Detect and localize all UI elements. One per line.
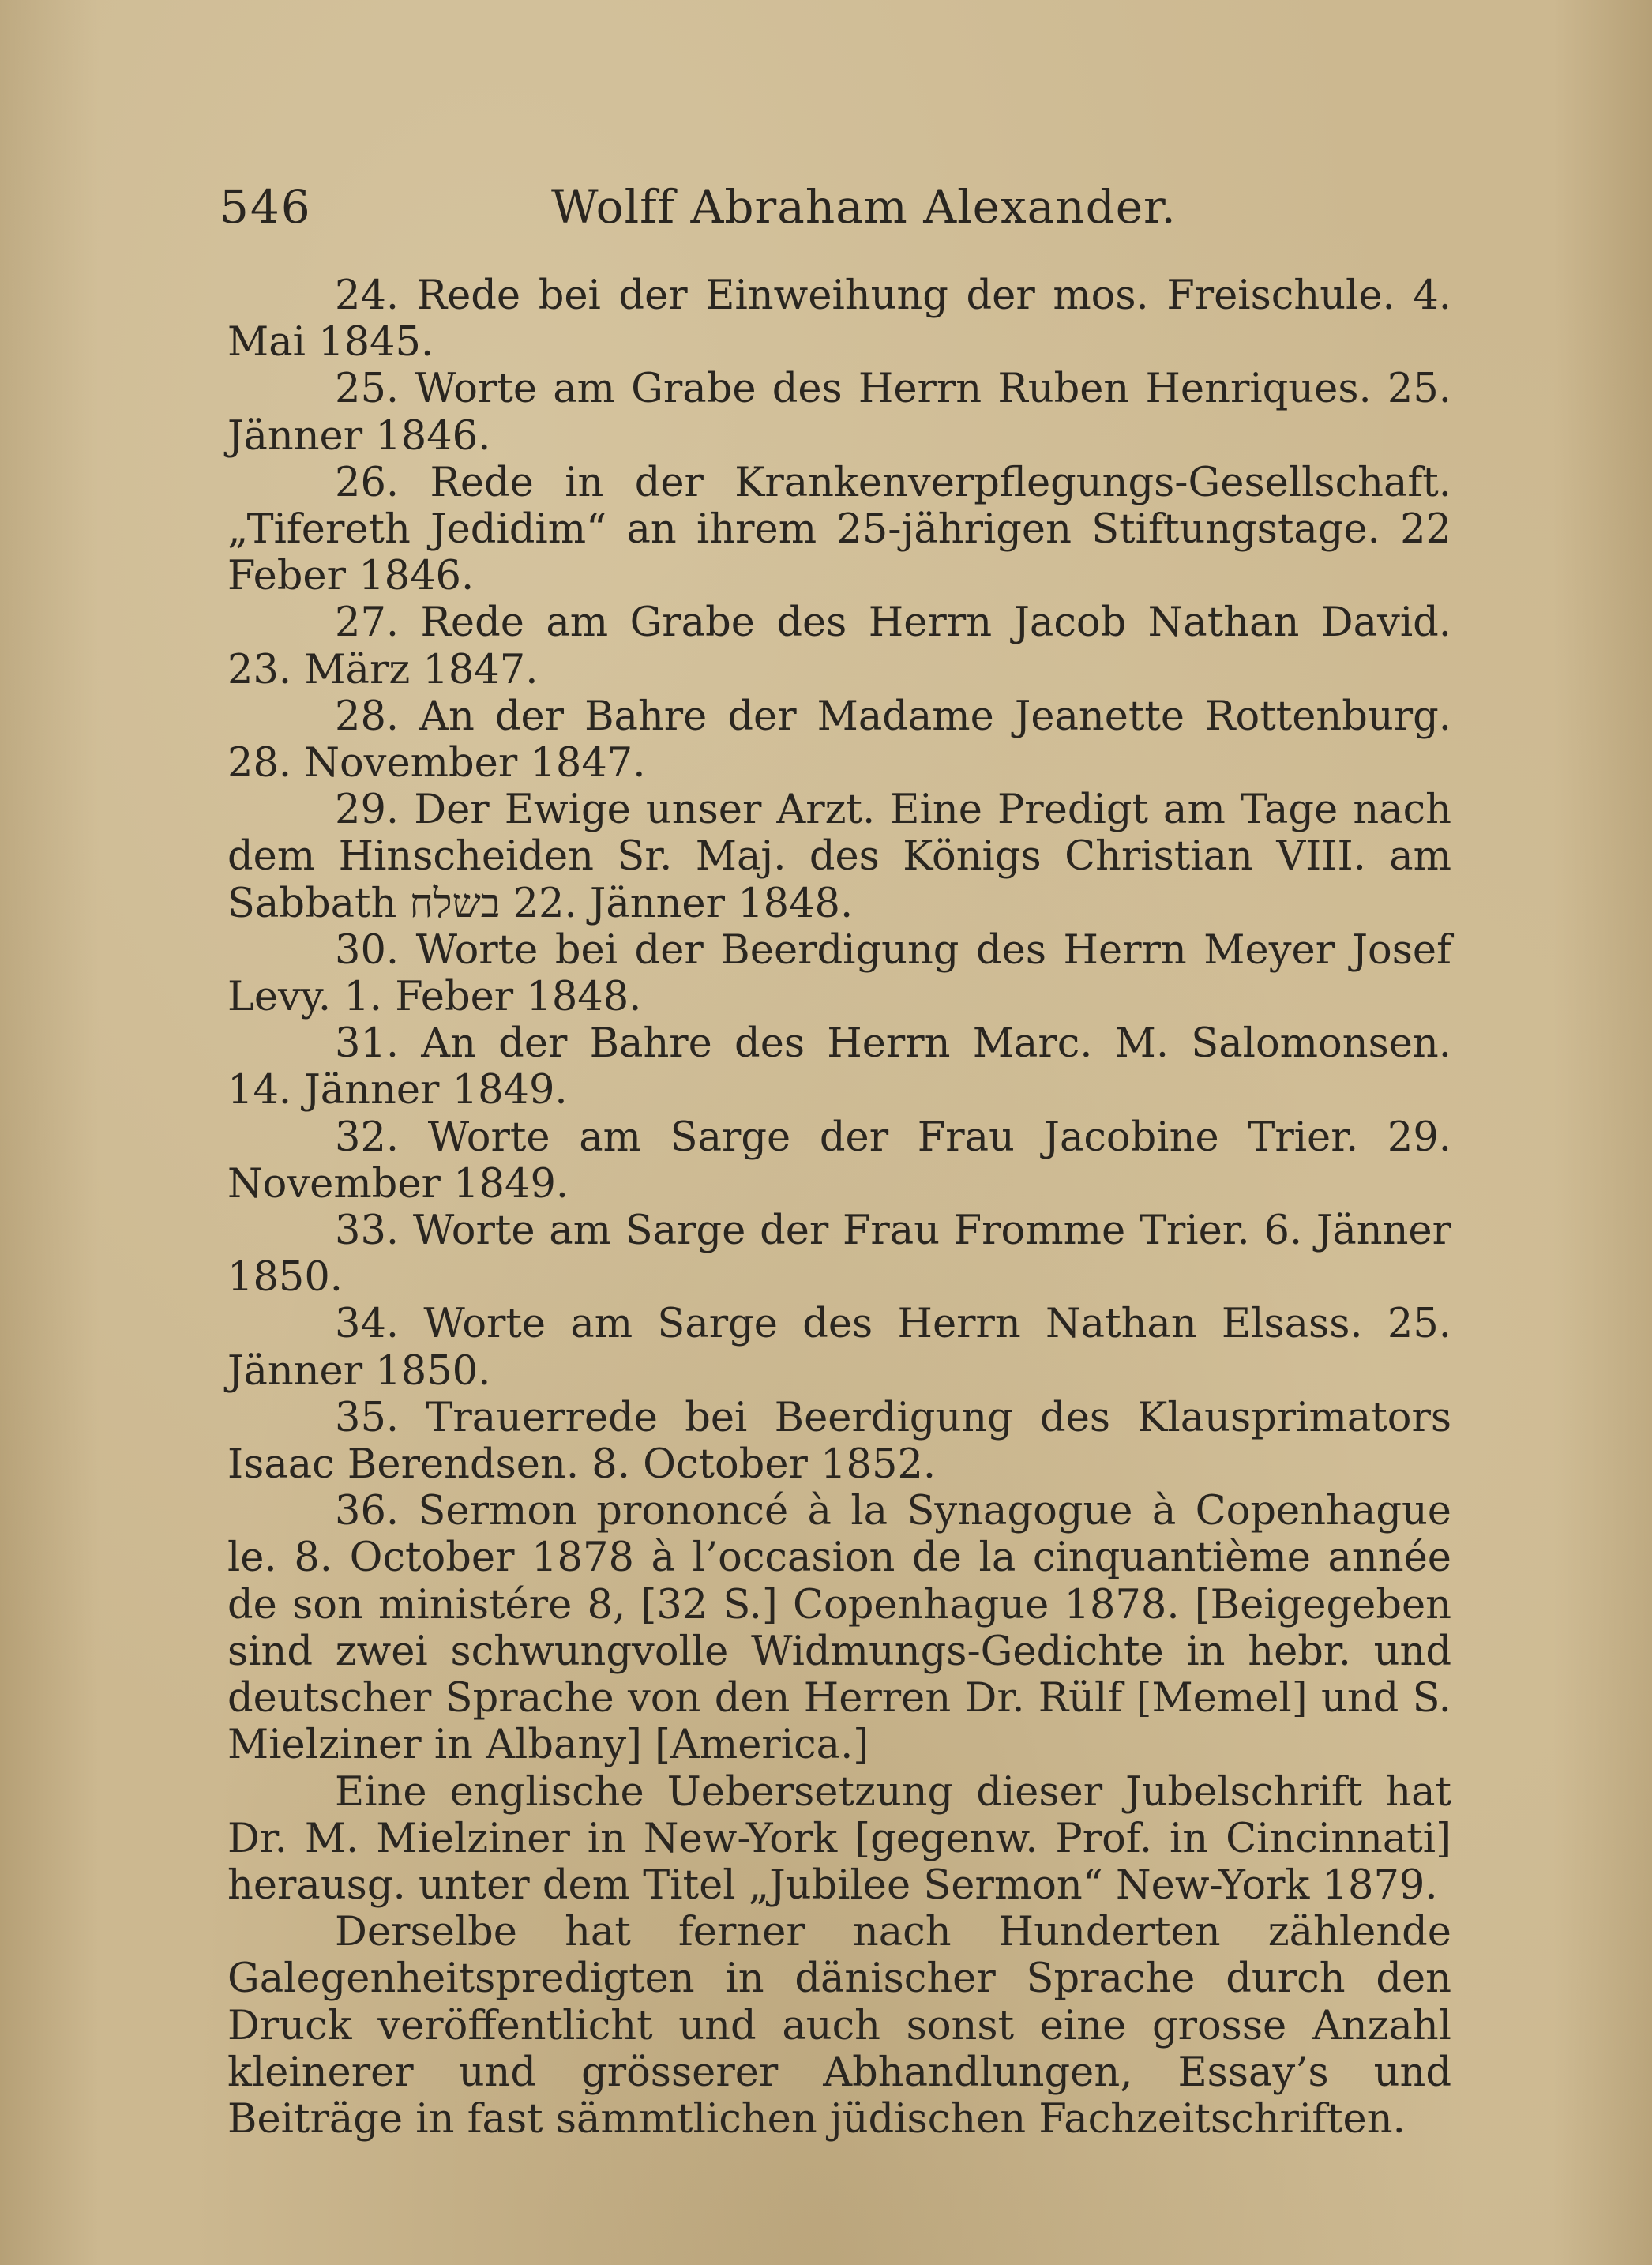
running-title: Wolff Abraham Alexander. — [551, 180, 1177, 234]
hebrew-word: בשלח — [409, 880, 501, 927]
list-item-28: 28. An der Bahre der Madame Jeanette Rottenburg. 28. November 1847. — [227, 693, 1451, 787]
list-item-25: 25. Worte am Grabe des Herrn Ruben Henriques. 25. Jänner 1846. — [227, 366, 1451, 460]
list-item-30: 30. Worte bei der Beerdigung des Herrn Meyer Josef Levy. 1. Feber 1848. — [227, 926, 1451, 1021]
list-item-35: 35. Trauerrede bei Beerdigung des Klausprimators Isaac Berendsen. 8. October 1852. — [227, 1394, 1451, 1489]
paragraph-translation: Eine englische Uebersetzung dieser Jubelschrift hat Dr. M. Mielziner in New-York [gegenw. Prof. in Cincinnati] herausg. unter dem Titel „Jubilee Sermon“ New-York 1879. — [227, 1768, 1451, 1909]
list-item-27: 27. Rede am Grabe des Herrn Jacob Nathan David. 23. März 1847. — [227, 599, 1451, 693]
list-item-29 — [227, 787, 1451, 927]
list-item-29-text-before: 29. Der Ewige unser Arzt. Eine Predigt am Tage nach dem Hinscheiden Sr. Maj. des Königs Christian VIII. am Sabbath — [227, 787, 1451, 927]
list-item-36: 36. Sermon prononcé à la Synagogue à Copenhague le. 8. October 1878 à l’occasion de la cinquantième année de son ministére 8, [32 S.] Copenhague 1878. [Beigegeben sind zwei schwungvolle Widmungs-Gedichte in hebr. und deutscher Sprache von den Herren Dr. Rülf [Memel] und S. Mielziner in Albany] [America.] — [227, 1488, 1451, 1769]
list-item-29-text-after: 22. Jänner 1848. — [500, 880, 854, 927]
list-item-34: 34. Worte am Sarge des Herrn Nathan Elsass. 25. Jänner 1850. — [227, 1301, 1451, 1395]
body-text — [227, 272, 1451, 2143]
page-number: 546 — [220, 180, 312, 234]
list-item-32: 32. Worte am Sarge der Frau Jacobine Trier. 29. November 1849. — [227, 1114, 1451, 1208]
list-item-24: 24. Rede bei der Einweihung der mos. Freischule. 4. Mai 1845. — [227, 272, 1451, 366]
list-item-33: 33. Worte am Sarge der Frau Fromme Trier. 6. Jänner 1850. — [227, 1208, 1451, 1302]
list-item-31: 31. An der Bahre des Herrn Marc. M. Salomonsen. 14. Jänner 1849. — [227, 1020, 1451, 1114]
page-header — [220, 180, 1451, 235]
paragraph-closing: Derselbe hat ferner nach Hunderten zählende Galegenheitspredigten in dänischer Sprache durch den Druck veröffentlicht und auch sonst eine grosse Anzahl kleinerer und grösserer Abhandlungen, Essay’s und Beiträge in fast sämmtlichen jüdischen Fachzeitschriften. — [227, 1909, 1451, 2143]
list-item-26: 26. Rede in der Krankenverpflegungs-Gesellschaft. „Tifereth Jedidim“ an ihrem 25-jährigen Stiftungstage. 22 Feber 1846. — [227, 459, 1451, 600]
